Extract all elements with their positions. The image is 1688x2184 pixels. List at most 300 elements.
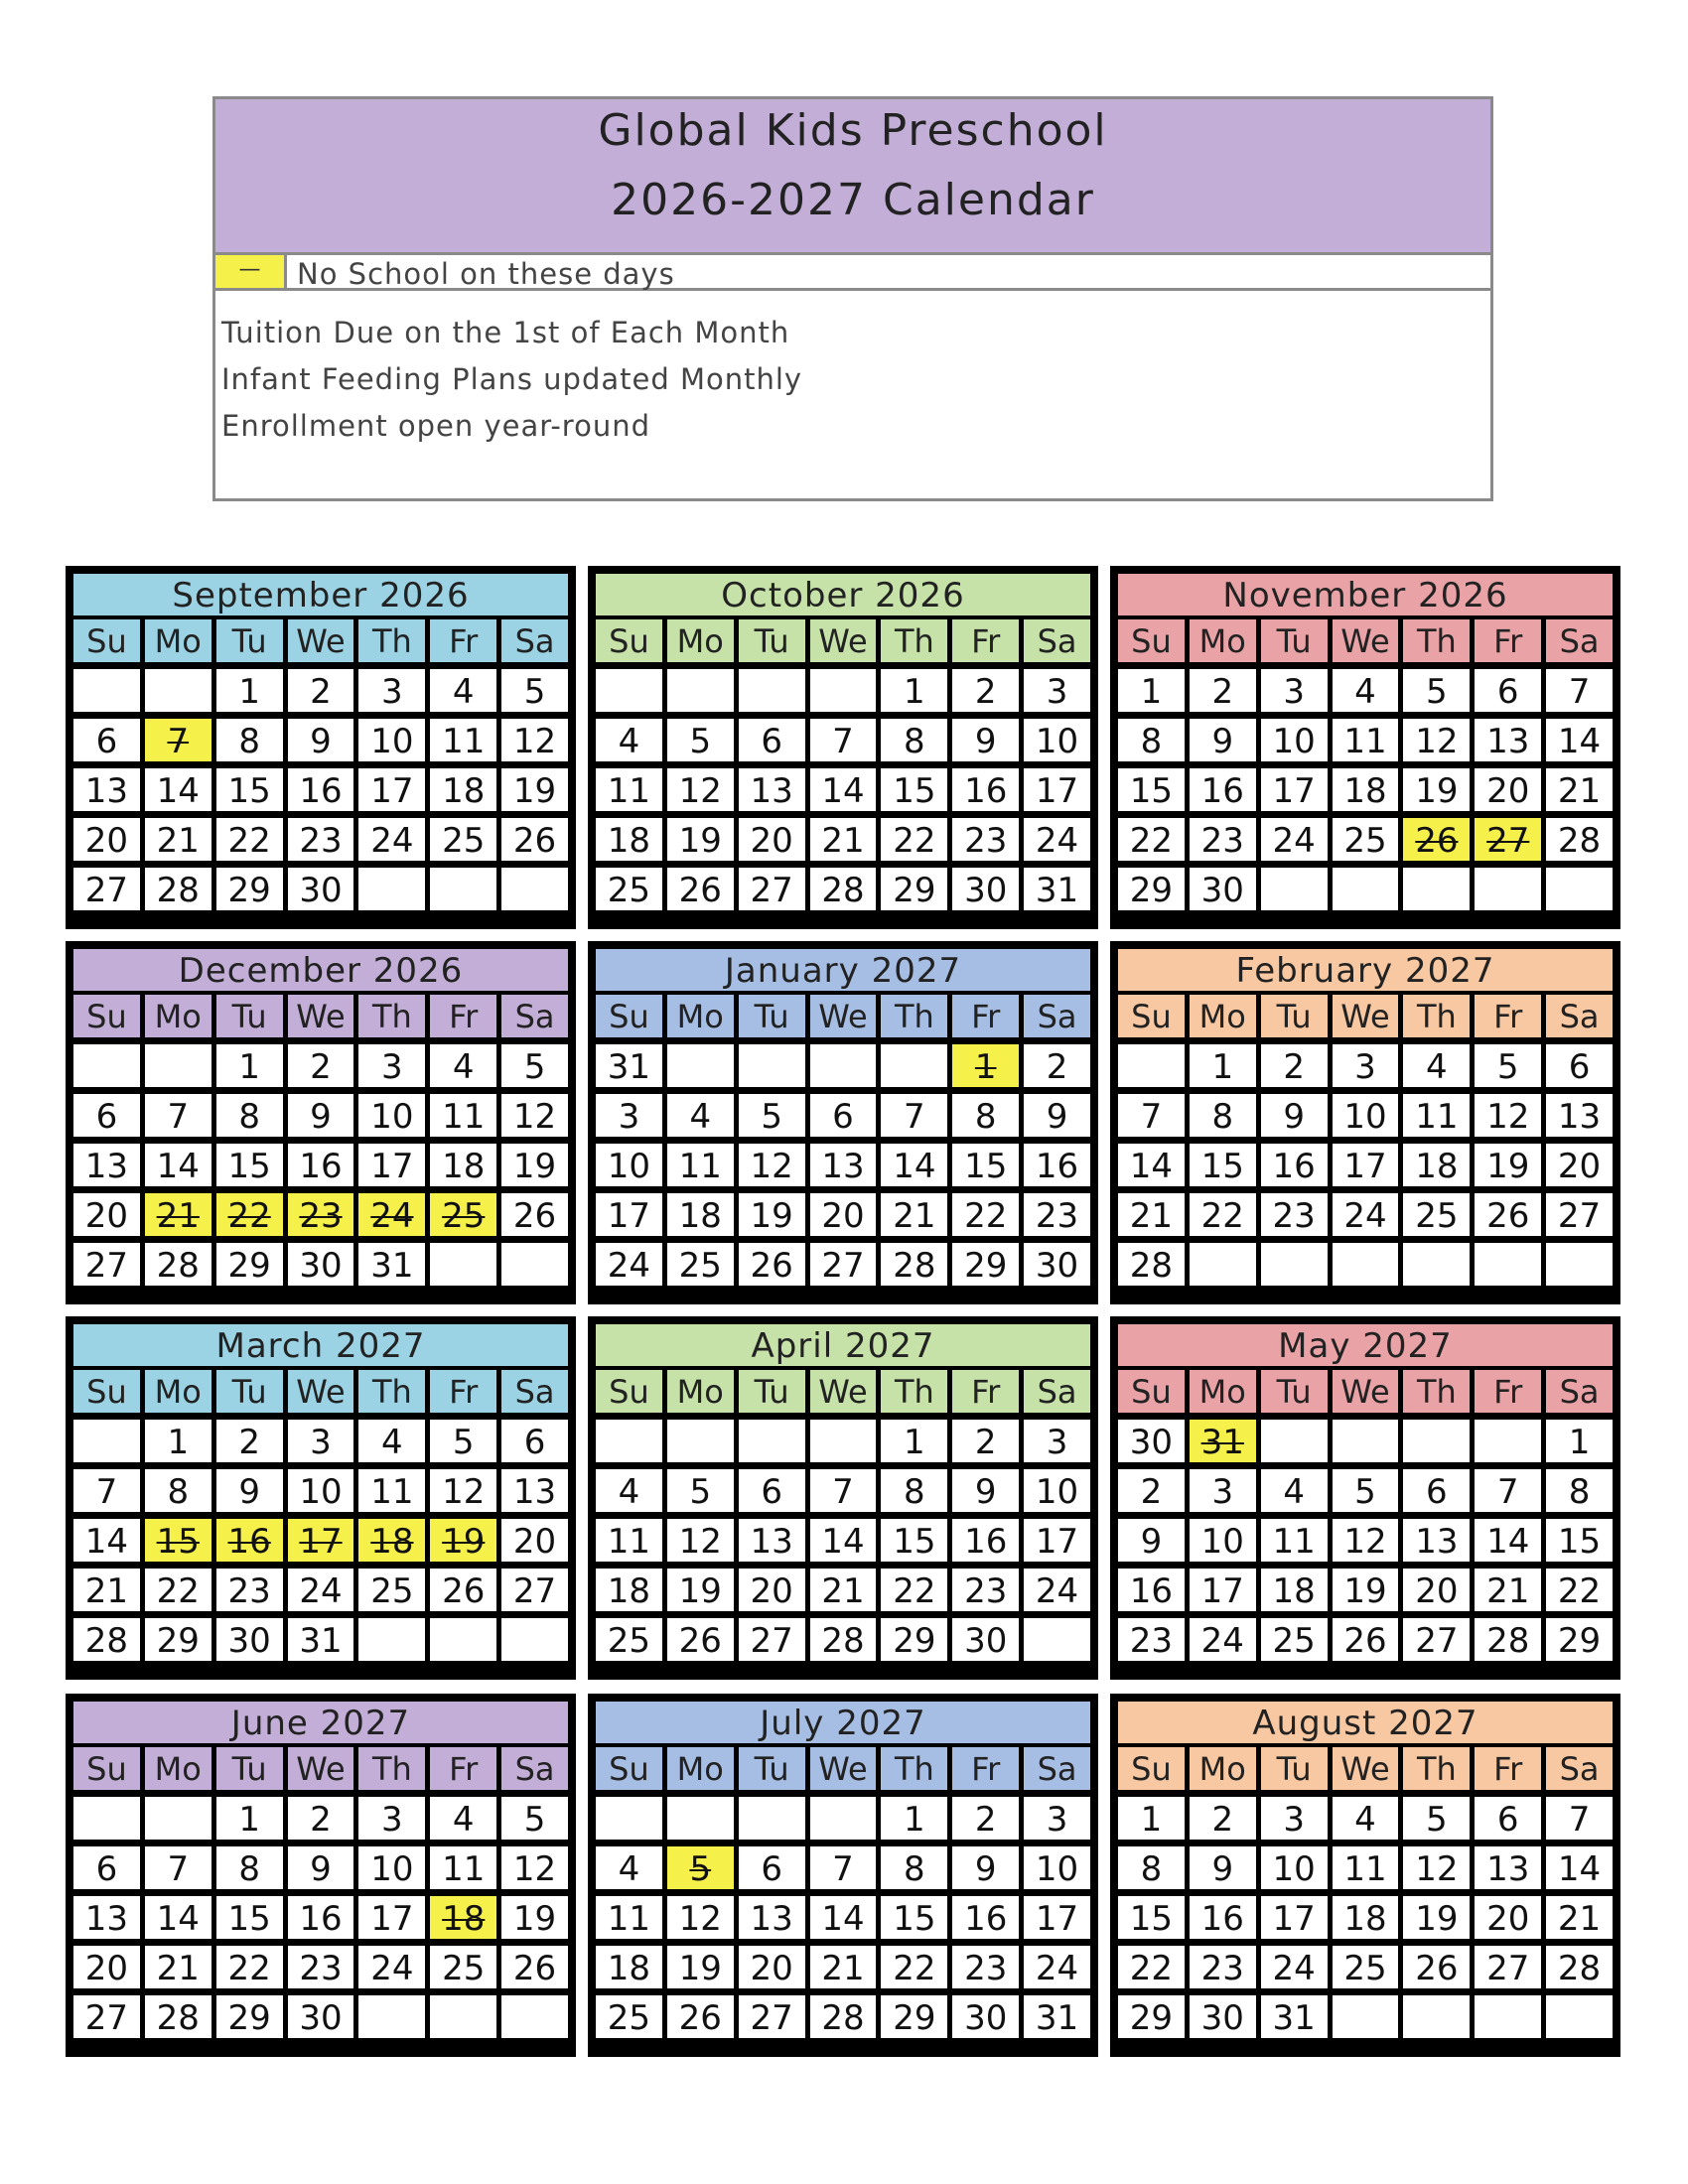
day-cell: 27 [1403,1618,1470,1661]
day-cell: 15 [952,1144,1019,1186]
day-cell: 7 [145,1094,211,1137]
weekday-header: Tu [1261,995,1328,1037]
day-cell: 20 [1475,768,1541,811]
day-cell: 25 [596,868,662,910]
day-cell: 19 [667,1946,734,1988]
day-cell: 17 [358,768,425,811]
weekday-header: Mo [667,995,734,1037]
day-cell: 14 [810,768,877,811]
month-grid [596,1747,1090,2038]
month-title: July 2027 [596,1702,1090,1743]
day-cell: 21 [145,1946,211,1988]
title-band [215,99,1490,255]
day-cell: 6 [1403,1469,1470,1512]
day-cell: 28 [1546,818,1613,861]
day-cell: 12 [667,1896,734,1939]
weekday-header: Mo [1190,1370,1256,1413]
day-cell: 22 [952,1193,1019,1236]
empty-day-cell [430,1995,496,2038]
weekday-header: Su [1118,619,1185,662]
day-cell: 9 [952,719,1019,761]
day-cell: 23 [952,1946,1019,1988]
day-cell: 5 [430,1420,496,1462]
day-cell: 22 [216,1946,283,1988]
weekday-header: Fr [952,995,1019,1037]
empty-day-cell [739,669,805,712]
day-cell: 30 [1118,1420,1185,1462]
day-cell: 20 [739,1946,805,1988]
empty-day-cell [358,868,425,910]
weekday-header: Sa [501,995,568,1037]
day-cell: 21 [145,818,211,861]
day-cell: 21 [1546,1896,1613,1939]
day-cell: 13 [1546,1094,1613,1137]
weekday-header: Sa [1546,1747,1613,1790]
day-cell: 20 [1475,1896,1541,1939]
weekday-header: Su [596,619,662,662]
no-school-day-cell: 31 [1190,1420,1256,1462]
day-cell: 13 [739,1519,805,1562]
day-cell: 14 [810,1896,877,1939]
day-cell: 27 [73,868,140,910]
day-cell: 16 [1261,1144,1328,1186]
day-cell: 21 [810,1946,877,1988]
day-cell: 19 [501,768,568,811]
month-grid [73,1747,568,2038]
empty-day-cell [739,1420,805,1462]
day-cell: 22 [1190,1193,1256,1236]
weekday-header: Sa [1024,995,1090,1037]
day-cell: 2 [1190,1797,1256,1840]
day-cell: 10 [358,719,425,761]
empty-day-cell [1024,1618,1090,1661]
day-cell: 18 [1403,1144,1470,1186]
empty-day-cell [1475,868,1541,910]
day-cell: 24 [1024,1569,1090,1611]
empty-day-cell [667,669,734,712]
day-cell: 27 [810,1243,877,1286]
weekday-header: Fr [430,1370,496,1413]
day-cell: 10 [1190,1519,1256,1562]
day-cell: 1 [216,1797,283,1840]
weekday-header: Mo [667,1370,734,1413]
day-cell: 26 [1475,1193,1541,1236]
no-school-day-cell: 18 [430,1896,496,1939]
day-cell: 4 [430,669,496,712]
day-cell: 13 [739,1896,805,1939]
weekday-header: Th [358,1747,425,1790]
day-cell: 24 [1333,1193,1399,1236]
day-cell: 7 [810,1846,877,1889]
weekday-header: Tu [739,995,805,1037]
day-cell: 10 [1024,1469,1090,1512]
day-cell: 21 [73,1569,140,1611]
day-cell: 9 [288,1094,354,1137]
day-cell: 15 [216,1144,283,1186]
day-cell: 10 [1333,1094,1399,1137]
empty-day-cell [1475,1995,1541,2038]
day-cell: 26 [667,1995,734,2038]
day-cell: 12 [501,1094,568,1137]
empty-day-cell [1333,1420,1399,1462]
day-cell: 2 [952,669,1019,712]
month-title: October 2026 [596,574,1090,615]
no-school-day-cell: 27 [1475,818,1541,861]
day-cell: 28 [145,1243,211,1286]
day-cell: 11 [1333,1846,1399,1889]
day-cell: 3 [358,1797,425,1840]
weekday-header: We [288,619,354,662]
empty-day-cell [1546,868,1613,910]
day-cell: 26 [1333,1618,1399,1661]
day-cell: 20 [1403,1569,1470,1611]
day-cell: 24 [1190,1618,1256,1661]
empty-day-cell [1403,868,1470,910]
day-cell: 26 [501,818,568,861]
empty-day-cell [1261,868,1328,910]
month-grid [1118,1747,1613,2038]
day-cell: 2 [952,1797,1019,1840]
day-cell: 2 [216,1420,283,1462]
day-cell: 14 [1118,1144,1185,1186]
day-cell: 19 [667,818,734,861]
day-cell: 20 [73,818,140,861]
day-cell: 19 [739,1193,805,1236]
empty-day-cell [1403,1420,1470,1462]
day-cell: 9 [1261,1094,1328,1137]
no-school-day-cell: 5 [667,1846,734,1889]
month-calendar [1110,1316,1620,1680]
day-cell: 2 [1118,1469,1185,1512]
day-cell: 18 [430,768,496,811]
day-cell: 8 [1546,1469,1613,1512]
empty-day-cell [596,1420,662,1462]
month-title: February 2027 [1118,949,1613,991]
empty-day-cell [1546,1243,1613,1286]
day-cell: 28 [1118,1243,1185,1286]
month-grid [1118,995,1613,1286]
month-title: June 2027 [73,1702,568,1743]
month-calendar [1110,1694,1620,2057]
day-cell: 4 [1333,669,1399,712]
day-cell: 13 [1475,719,1541,761]
day-cell: 9 [288,1846,354,1889]
empty-day-cell [810,1797,877,1840]
empty-day-cell [1403,1995,1470,2038]
day-cell: 3 [1024,1797,1090,1840]
day-cell: 14 [145,1896,211,1939]
day-cell: 27 [73,1243,140,1286]
day-cell: 12 [1403,1846,1470,1889]
day-cell: 22 [1118,1946,1185,1988]
weekday-header: We [810,1370,877,1413]
day-cell: 30 [952,1995,1019,2038]
day-cell: 22 [881,818,947,861]
day-cell: 1 [216,1044,283,1087]
weekday-header: Tu [216,1747,283,1790]
day-cell: 2 [288,669,354,712]
day-cell: 20 [739,818,805,861]
day-cell: 5 [1403,1797,1470,1840]
day-cell: 11 [430,719,496,761]
day-cell: 13 [1475,1846,1541,1889]
day-cell: 30 [952,868,1019,910]
day-cell: 26 [430,1569,496,1611]
empty-day-cell [1403,1243,1470,1286]
month-title: September 2026 [73,574,568,615]
month-calendar [66,1694,576,2057]
day-cell: 25 [358,1569,425,1611]
no-school-day-cell: 1 [952,1044,1019,1087]
empty-day-cell [739,1044,805,1087]
day-cell: 7 [1475,1469,1541,1512]
day-cell: 28 [810,1618,877,1661]
day-cell: 11 [1261,1519,1328,1562]
day-cell: 11 [596,768,662,811]
weekday-header: Sa [501,619,568,662]
day-cell: 3 [1190,1469,1256,1512]
no-school-day-cell: 19 [430,1519,496,1562]
weekday-header: Mo [1190,619,1256,662]
weekday-header: We [288,995,354,1037]
weekday-header: We [810,619,877,662]
note-feeding: Infant Feeding Plans updated Monthly [221,362,803,396]
month-grid [596,995,1090,1286]
weekday-header: Th [1403,619,1470,662]
day-cell: 3 [358,669,425,712]
weekday-header: Tu [216,1370,283,1413]
day-cell: 12 [667,768,734,811]
day-cell: 1 [1546,1420,1613,1462]
weekday-header: Mo [145,995,211,1037]
weekday-header: Fr [952,1370,1019,1413]
day-cell: 22 [1118,818,1185,861]
day-cell: 5 [1475,1044,1541,1087]
day-cell: 31 [596,1044,662,1087]
weekday-header: Sa [501,1370,568,1413]
day-cell: 16 [952,768,1019,811]
day-cell: 9 [1118,1519,1185,1562]
day-cell: 23 [1261,1193,1328,1236]
weekday-header: Fr [430,1747,496,1790]
day-cell: 14 [145,1144,211,1186]
month-calendar [588,1694,1098,2057]
day-cell: 6 [1546,1044,1613,1087]
day-cell: 1 [881,1797,947,1840]
day-cell: 17 [1261,1896,1328,1939]
day-cell: 16 [288,1144,354,1186]
day-cell: 5 [501,669,568,712]
day-cell: 11 [358,1469,425,1512]
day-cell: 17 [596,1193,662,1236]
empty-day-cell [1546,1995,1613,2038]
day-cell: 10 [358,1094,425,1137]
day-cell: 29 [881,1618,947,1661]
empty-day-cell [358,1618,425,1661]
day-cell: 13 [739,768,805,811]
day-cell: 12 [430,1469,496,1512]
weekday-header: Sa [1024,1370,1090,1413]
day-cell: 12 [501,719,568,761]
weekday-header: Tu [739,619,805,662]
weekday-header: Tu [216,619,283,662]
day-cell: 4 [430,1797,496,1840]
day-cell: 18 [596,1946,662,1988]
day-cell: 30 [288,868,354,910]
weekday-header: Mo [145,1747,211,1790]
weekday-header: Sa [1024,1747,1090,1790]
month-grid [73,1370,568,1661]
day-cell: 4 [667,1094,734,1137]
day-cell: 22 [881,1569,947,1611]
empty-day-cell [1333,1243,1399,1286]
day-cell: 1 [1118,669,1185,712]
day-cell: 23 [952,818,1019,861]
day-cell: 18 [596,818,662,861]
day-cell: 11 [596,1896,662,1939]
empty-day-cell [596,1797,662,1840]
day-cell: 25 [1333,1946,1399,1988]
day-cell: 17 [1333,1144,1399,1186]
day-cell: 4 [1261,1469,1328,1512]
empty-day-cell [430,1618,496,1661]
day-cell: 22 [1546,1569,1613,1611]
day-cell: 19 [1403,1896,1470,1939]
month-title: August 2027 [1118,1702,1613,1743]
weekday-header: Su [596,1747,662,1790]
day-cell: 6 [73,719,140,761]
day-cell: 8 [216,719,283,761]
day-cell: 12 [739,1144,805,1186]
weekday-header: Fr [430,619,496,662]
day-cell: 25 [667,1243,734,1286]
no-school-day-cell: 18 [358,1519,425,1562]
day-cell: 29 [216,868,283,910]
weekday-header: We [1333,619,1399,662]
weekday-header: Sa [1024,619,1090,662]
empty-day-cell [810,669,877,712]
day-cell: 12 [1333,1519,1399,1562]
day-cell: 29 [952,1243,1019,1286]
weekday-header: Mo [1190,995,1256,1037]
day-cell: 8 [881,719,947,761]
empty-day-cell [73,669,140,712]
no-school-day-cell: 17 [288,1519,354,1562]
day-cell: 1 [145,1420,211,1462]
day-cell: 17 [1024,1896,1090,1939]
day-cell: 28 [810,1995,877,2038]
day-cell: 13 [501,1469,568,1512]
day-cell: 25 [1261,1618,1328,1661]
day-cell: 20 [73,1193,140,1236]
empty-day-cell [145,669,211,712]
empty-day-cell [1190,1243,1256,1286]
empty-day-cell [501,1618,568,1661]
day-cell: 11 [430,1846,496,1889]
weekday-header: Su [596,995,662,1037]
day-cell: 18 [1333,768,1399,811]
day-cell: 22 [145,1569,211,1611]
weekday-header: Tu [1261,1747,1328,1790]
weekday-header: Fr [952,1747,1019,1790]
weekday-header: Su [1118,1370,1185,1413]
empty-day-cell [73,1797,140,1840]
no-school-swatch: — [215,255,287,288]
day-cell: 11 [667,1144,734,1186]
day-cell: 29 [216,1995,283,2038]
day-cell: 19 [1403,768,1470,811]
empty-day-cell [1261,1420,1328,1462]
day-cell: 2 [1261,1044,1328,1087]
month-calendar [66,941,576,1304]
day-cell: 15 [881,1896,947,1939]
day-cell: 28 [1475,1618,1541,1661]
day-cell: 29 [881,868,947,910]
day-cell: 9 [216,1469,283,1512]
day-cell: 5 [501,1797,568,1840]
day-cell: 22 [216,818,283,861]
day-cell: 6 [739,719,805,761]
empty-day-cell [358,1995,425,2038]
month-calendar [588,1316,1098,1680]
weekday-header: Mo [667,619,734,662]
day-cell: 10 [1024,1846,1090,1889]
empty-day-cell [810,1044,877,1087]
day-cell: 6 [73,1094,140,1137]
weekday-header: Sa [1546,1370,1613,1413]
day-cell: 28 [73,1618,140,1661]
empty-day-cell [667,1797,734,1840]
day-cell: 15 [1190,1144,1256,1186]
day-cell: 7 [881,1094,947,1137]
no-school-day-cell: 21 [145,1193,211,1236]
day-cell: 8 [145,1469,211,1512]
month-title: November 2026 [1118,574,1613,615]
day-cell: 28 [810,868,877,910]
day-cell: 26 [1403,1946,1470,1988]
day-cell: 17 [358,1144,425,1186]
day-cell: 10 [288,1469,354,1512]
day-cell: 25 [1403,1193,1470,1236]
day-cell: 14 [810,1519,877,1562]
day-cell: 1 [881,1420,947,1462]
day-cell: 27 [73,1995,140,2038]
day-cell: 6 [739,1846,805,1889]
weekday-header: Su [1118,995,1185,1037]
day-cell: 8 [216,1094,283,1137]
weekday-header: Th [881,1370,947,1413]
month-grid [596,619,1090,910]
day-cell: 10 [1024,719,1090,761]
empty-day-cell [1475,1420,1541,1462]
day-cell: 23 [288,1946,354,1988]
day-cell: 3 [1261,1797,1328,1840]
day-cell: 26 [501,1946,568,1988]
no-school-day-cell: 26 [1403,818,1470,861]
empty-day-cell [881,1044,947,1087]
day-cell: 24 [1261,1946,1328,1988]
day-cell: 19 [501,1896,568,1939]
day-cell: 30 [952,1618,1019,1661]
day-cell: 3 [1024,1420,1090,1462]
day-cell: 28 [145,1995,211,2038]
day-cell: 29 [216,1243,283,1286]
day-cell: 7 [73,1469,140,1512]
day-cell: 9 [952,1846,1019,1889]
day-cell: 24 [1024,818,1090,861]
day-cell: 25 [596,1995,662,2038]
day-cell: 16 [952,1896,1019,1939]
